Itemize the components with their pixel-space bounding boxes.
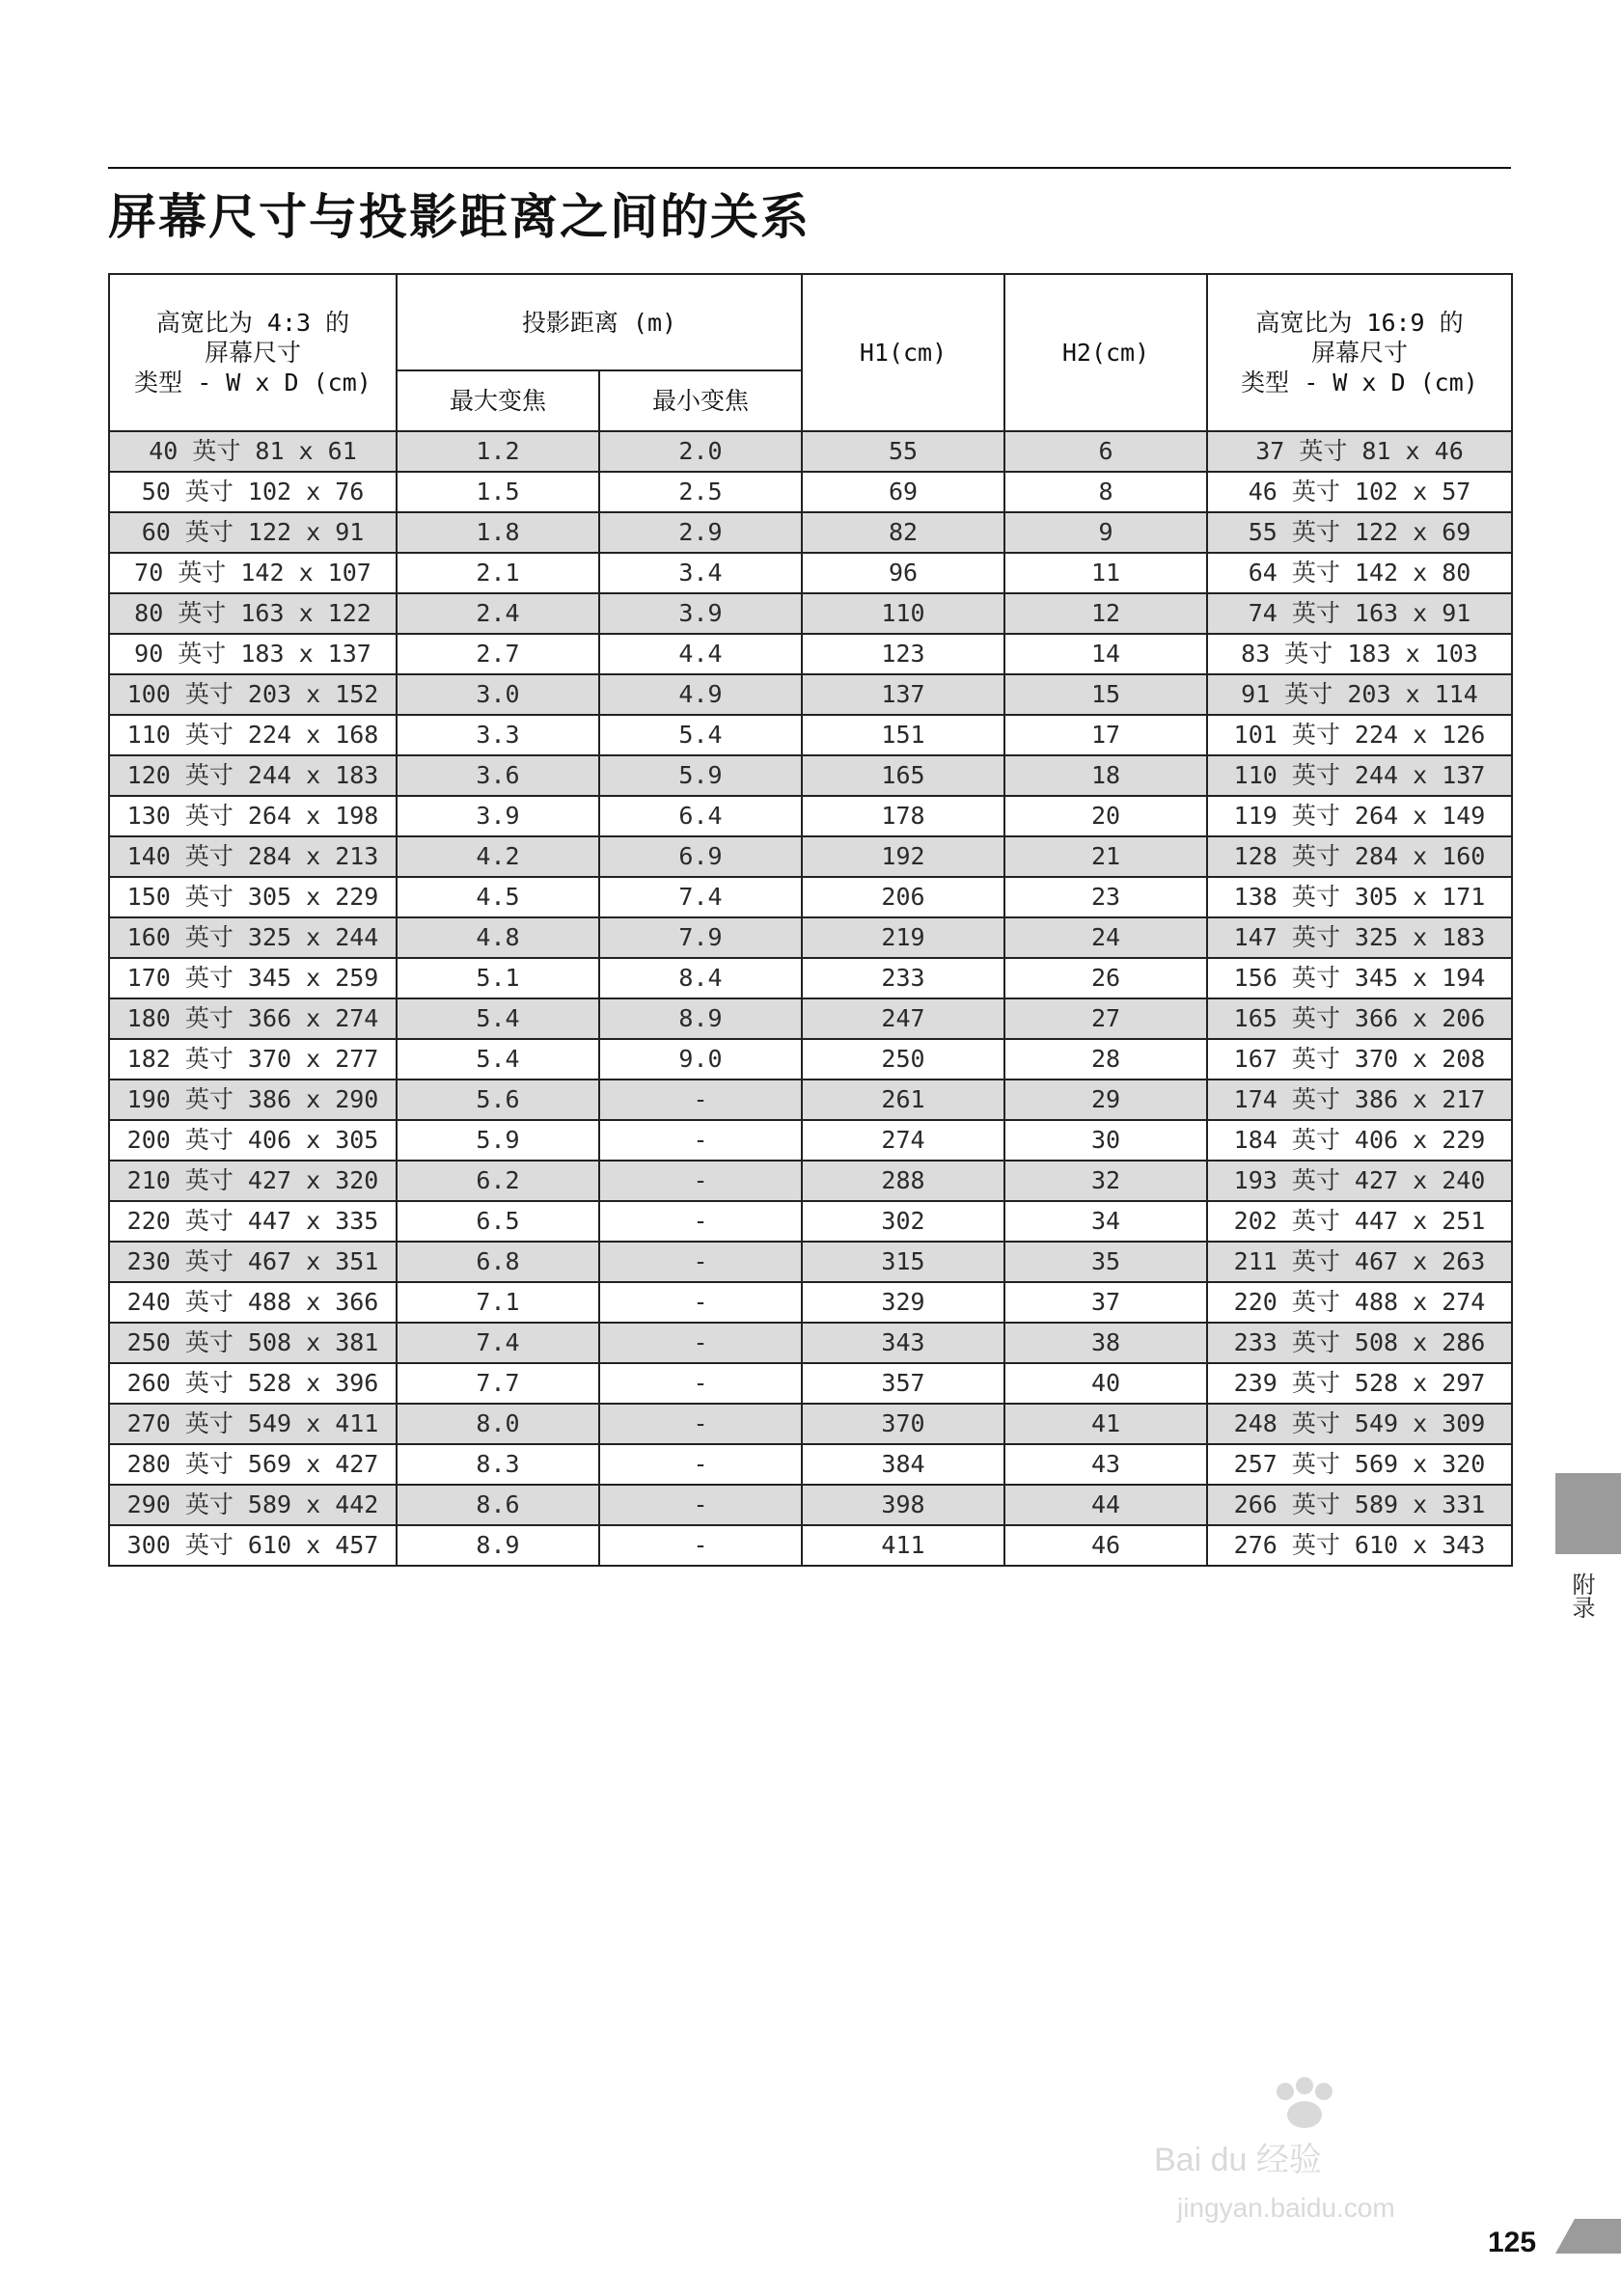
- cell-4-3-size: 120 英寸 244 x 183: [109, 755, 397, 796]
- cell-h1: 357: [802, 1363, 1004, 1404]
- header-text: 高宽比为 4:3 的: [155, 309, 350, 337]
- cell-min-zoom: -: [599, 1485, 802, 1525]
- cell-max-zoom: 5.4: [397, 1039, 599, 1080]
- cell-h1: 261: [802, 1080, 1004, 1120]
- cell-h2: 30: [1004, 1120, 1207, 1161]
- cell-4-3-size: 100 英寸 203 x 152: [109, 674, 397, 715]
- table-row: [109, 512, 1512, 553]
- cell-min-zoom: 4.4: [599, 634, 802, 674]
- cell-min-zoom: -: [599, 1404, 802, 1444]
- cell-h1: 178: [802, 796, 1004, 836]
- cell-4-3-size: 80 英寸 163 x 122: [109, 593, 397, 634]
- cell-h2: 40: [1004, 1363, 1207, 1404]
- header-text: 屏幕尺寸: [1310, 339, 1408, 367]
- cell-16-9-size: 184 英寸 406 x 229: [1207, 1120, 1512, 1161]
- cell-max-zoom: 3.0: [397, 674, 599, 715]
- cell-4-3-size: 240 英寸 488 x 366: [109, 1282, 397, 1323]
- cell-min-zoom: 8.9: [599, 998, 802, 1039]
- cell-4-3-size: 270 英寸 549 x 411: [109, 1404, 397, 1444]
- cell-min-zoom: 8.4: [599, 958, 802, 998]
- table-row: [109, 1323, 1512, 1363]
- cell-4-3-size: 70 英寸 142 x 107: [109, 553, 397, 593]
- cell-max-zoom: 6.8: [397, 1242, 599, 1282]
- cell-h1: 69: [802, 472, 1004, 512]
- cell-min-zoom: -: [599, 1242, 802, 1282]
- cell-h1: 96: [802, 553, 1004, 593]
- cell-max-zoom: 6.5: [397, 1201, 599, 1242]
- cell-max-zoom: 1.8: [397, 512, 599, 553]
- table-row: [109, 755, 1512, 796]
- cell-16-9-size: 83 英寸 183 x 103: [1207, 634, 1512, 674]
- cell-h2: 15: [1004, 674, 1207, 715]
- header-h1: H1(cm): [802, 274, 1004, 431]
- cell-16-9-size: 74 英寸 163 x 91: [1207, 593, 1512, 634]
- cell-h2: 41: [1004, 1404, 1207, 1444]
- cell-max-zoom: 3.3: [397, 715, 599, 755]
- header-4-3-screen-size: [109, 274, 397, 431]
- cell-4-3-size: 150 英寸 305 x 229: [109, 877, 397, 917]
- table-body: [109, 431, 1512, 1566]
- cell-16-9-size: 239 英寸 528 x 297: [1207, 1363, 1512, 1404]
- cell-max-zoom: 7.4: [397, 1323, 599, 1363]
- cell-max-zoom: 6.2: [397, 1161, 599, 1201]
- watermark-url: jingyan.baidu.com: [1177, 2193, 1395, 2223]
- cell-max-zoom: 8.0: [397, 1404, 599, 1444]
- cell-max-zoom: 2.1: [397, 553, 599, 593]
- cell-min-zoom: 2.0: [599, 431, 802, 472]
- cell-min-zoom: 3.4: [599, 553, 802, 593]
- table-row: [109, 1363, 1512, 1404]
- cell-h2: 32: [1004, 1161, 1207, 1201]
- header-text: 类型 - W x D (cm): [134, 369, 371, 396]
- table-row: [109, 1485, 1512, 1525]
- page-title: 屏幕尺寸与投影距离之间的关系: [108, 189, 810, 245]
- cell-h2: 12: [1004, 593, 1207, 634]
- paw-icon: [1277, 2077, 1333, 2128]
- cell-16-9-size: 37 英寸 81 x 46: [1207, 431, 1512, 472]
- cell-max-zoom: 5.9: [397, 1120, 599, 1161]
- cell-h2: 37: [1004, 1282, 1207, 1323]
- header-text: 高宽比为 16:9 的: [1255, 309, 1464, 337]
- table-row: [109, 1282, 1512, 1323]
- cell-h2: 20: [1004, 796, 1207, 836]
- cell-4-3-size: 180 英寸 366 x 274: [109, 998, 397, 1039]
- cell-h1: 384: [802, 1444, 1004, 1485]
- cell-h1: 250: [802, 1039, 1004, 1080]
- cell-min-zoom: -: [599, 1525, 802, 1566]
- cell-max-zoom: 7.1: [397, 1282, 599, 1323]
- cell-min-zoom: 4.9: [599, 674, 802, 715]
- cell-max-zoom: 8.3: [397, 1444, 599, 1485]
- table-row: [109, 1444, 1512, 1485]
- cell-16-9-size: 156 英寸 345 x 194: [1207, 958, 1512, 998]
- cell-4-3-size: 230 英寸 467 x 351: [109, 1242, 397, 1282]
- cell-h1: 110: [802, 593, 1004, 634]
- header-text: 类型 - W x D (cm): [1241, 369, 1478, 396]
- cell-h1: 192: [802, 836, 1004, 877]
- cell-h2: 14: [1004, 634, 1207, 674]
- cell-16-9-size: 46 英寸 102 x 57: [1207, 472, 1512, 512]
- cell-4-3-size: 140 英寸 284 x 213: [109, 836, 397, 877]
- cell-h2: 11: [1004, 553, 1207, 593]
- cell-16-9-size: 128 英寸 284 x 160: [1207, 836, 1512, 877]
- table-row: [109, 1525, 1512, 1566]
- cell-4-3-size: 40 英寸 81 x 61: [109, 431, 397, 472]
- top-divider: [108, 167, 1511, 169]
- cell-min-zoom: -: [599, 1161, 802, 1201]
- table-row: [109, 472, 1512, 512]
- cell-h2: 38: [1004, 1323, 1207, 1363]
- header-max-zoom: 最大变焦: [397, 370, 599, 431]
- cell-min-zoom: -: [599, 1080, 802, 1120]
- table-row: [109, 1404, 1512, 1444]
- cell-h1: 151: [802, 715, 1004, 755]
- cell-h1: 343: [802, 1323, 1004, 1363]
- table-row: [109, 998, 1512, 1039]
- cell-4-3-size: 290 英寸 589 x 442: [109, 1485, 397, 1525]
- table-row: [109, 836, 1512, 877]
- cell-16-9-size: 276 英寸 610 x 343: [1207, 1525, 1512, 1566]
- cell-h2: 29: [1004, 1080, 1207, 1120]
- cell-h1: 247: [802, 998, 1004, 1039]
- cell-4-3-size: 60 英寸 122 x 91: [109, 512, 397, 553]
- table-row: [109, 1161, 1512, 1201]
- cell-4-3-size: 160 英寸 325 x 244: [109, 917, 397, 958]
- cell-min-zoom: 2.5: [599, 472, 802, 512]
- cell-min-zoom: 9.0: [599, 1039, 802, 1080]
- cell-h1: 329: [802, 1282, 1004, 1323]
- cell-h1: 165: [802, 755, 1004, 796]
- table-row: [109, 958, 1512, 998]
- cell-max-zoom: 3.9: [397, 796, 599, 836]
- cell-min-zoom: -: [599, 1363, 802, 1404]
- cell-h2: 21: [1004, 836, 1207, 877]
- cell-h2: 6: [1004, 431, 1207, 472]
- cell-4-3-size: 210 英寸 427 x 320: [109, 1161, 397, 1201]
- cell-max-zoom: 1.2: [397, 431, 599, 472]
- cell-min-zoom: 3.9: [599, 593, 802, 634]
- cell-h1: 82: [802, 512, 1004, 553]
- table-row: [109, 674, 1512, 715]
- cell-16-9-size: 138 英寸 305 x 171: [1207, 877, 1512, 917]
- cell-max-zoom: 2.4: [397, 593, 599, 634]
- cell-16-9-size: 64 英寸 142 x 80: [1207, 553, 1512, 593]
- cell-h2: 8: [1004, 472, 1207, 512]
- header-projection-distance: 投影距离 (m): [397, 274, 802, 370]
- watermark-brand: Bai du 经验: [1154, 2142, 1322, 2178]
- cell-16-9-size: 211 英寸 467 x 263: [1207, 1242, 1512, 1282]
- cell-max-zoom: 4.5: [397, 877, 599, 917]
- cell-4-3-size: 90 英寸 183 x 137: [109, 634, 397, 674]
- table-row: [109, 593, 1512, 634]
- cell-min-zoom: 7.4: [599, 877, 802, 917]
- cell-min-zoom: -: [599, 1282, 802, 1323]
- cell-min-zoom: 5.9: [599, 755, 802, 796]
- page-corner-mark: [1555, 2219, 1621, 2254]
- cell-h2: 17: [1004, 715, 1207, 755]
- cell-16-9-size: 248 英寸 549 x 309: [1207, 1404, 1512, 1444]
- cell-16-9-size: 165 英寸 366 x 206: [1207, 998, 1512, 1039]
- header-16-9-screen-size: [1207, 274, 1512, 431]
- cell-h2: 24: [1004, 917, 1207, 958]
- page-number: 125: [1488, 2227, 1537, 2258]
- screen-size-distance-table: [108, 273, 1513, 1567]
- header-min-zoom: 最小变焦: [599, 370, 802, 431]
- cell-4-3-size: 300 英寸 610 x 457: [109, 1525, 397, 1566]
- cell-h1: 123: [802, 634, 1004, 674]
- table-row: [109, 1242, 1512, 1282]
- table-row: [109, 877, 1512, 917]
- cell-min-zoom: -: [599, 1120, 802, 1161]
- cell-h1: 274: [802, 1120, 1004, 1161]
- cell-h2: 9: [1004, 512, 1207, 553]
- cell-16-9-size: 167 英寸 370 x 208: [1207, 1039, 1512, 1080]
- table-row: [109, 1080, 1512, 1120]
- cell-h2: 44: [1004, 1485, 1207, 1525]
- cell-16-9-size: 110 英寸 244 x 137: [1207, 755, 1512, 796]
- table-row: [109, 796, 1512, 836]
- cell-h1: 55: [802, 431, 1004, 472]
- cell-4-3-size: 260 英寸 528 x 396: [109, 1363, 397, 1404]
- section-tab: [1555, 1473, 1621, 1554]
- cell-h2: 34: [1004, 1201, 1207, 1242]
- cell-h2: 46: [1004, 1525, 1207, 1566]
- cell-h2: 35: [1004, 1242, 1207, 1282]
- cell-h1: 233: [802, 958, 1004, 998]
- cell-h2: 27: [1004, 998, 1207, 1039]
- cell-4-3-size: 190 英寸 386 x 290: [109, 1080, 397, 1120]
- cell-max-zoom: 1.5: [397, 472, 599, 512]
- cell-h1: 411: [802, 1525, 1004, 1566]
- cell-16-9-size: 55 英寸 122 x 69: [1207, 512, 1512, 553]
- cell-16-9-size: 220 英寸 488 x 274: [1207, 1282, 1512, 1323]
- cell-16-9-size: 233 英寸 508 x 286: [1207, 1323, 1512, 1363]
- cell-h1: 288: [802, 1161, 1004, 1201]
- cell-h1: 370: [802, 1404, 1004, 1444]
- cell-16-9-size: 193 英寸 427 x 240: [1207, 1161, 1512, 1201]
- cell-16-9-size: 147 英寸 325 x 183: [1207, 917, 1512, 958]
- watermark: [1148, 2074, 1467, 2228]
- cell-16-9-size: 266 英寸 589 x 331: [1207, 1485, 1512, 1525]
- cell-16-9-size: 119 英寸 264 x 149: [1207, 796, 1512, 836]
- cell-16-9-size: 174 英寸 386 x 217: [1207, 1080, 1512, 1120]
- table-row: [109, 553, 1512, 593]
- cell-h2: 28: [1004, 1039, 1207, 1080]
- cell-max-zoom: 2.7: [397, 634, 599, 674]
- cell-min-zoom: 7.9: [599, 917, 802, 958]
- cell-h2: 43: [1004, 1444, 1207, 1485]
- cell-16-9-size: 257 英寸 569 x 320: [1207, 1444, 1512, 1485]
- cell-max-zoom: 5.6: [397, 1080, 599, 1120]
- cell-min-zoom: 6.9: [599, 836, 802, 877]
- cell-min-zoom: 5.4: [599, 715, 802, 755]
- cell-16-9-size: 101 英寸 224 x 126: [1207, 715, 1512, 755]
- cell-max-zoom: 5.4: [397, 998, 599, 1039]
- cell-16-9-size: 202 英寸 447 x 251: [1207, 1201, 1512, 1242]
- cell-max-zoom: 5.1: [397, 958, 599, 998]
- cell-4-3-size: 170 英寸 345 x 259: [109, 958, 397, 998]
- header-text: 屏幕尺寸: [204, 339, 301, 367]
- header-h2: H2(cm): [1004, 274, 1207, 431]
- cell-h1: 315: [802, 1242, 1004, 1282]
- cell-max-zoom: 8.6: [397, 1485, 599, 1525]
- cell-min-zoom: -: [599, 1201, 802, 1242]
- cell-max-zoom: 4.8: [397, 917, 599, 958]
- cell-4-3-size: 220 英寸 447 x 335: [109, 1201, 397, 1242]
- table-row: [109, 715, 1512, 755]
- cell-max-zoom: 4.2: [397, 836, 599, 877]
- cell-4-3-size: 130 英寸 264 x 198: [109, 796, 397, 836]
- cell-h2: 23: [1004, 877, 1207, 917]
- table-row: [109, 1201, 1512, 1242]
- cell-max-zoom: 3.6: [397, 755, 599, 796]
- cell-max-zoom: 8.9: [397, 1525, 599, 1566]
- cell-min-zoom: -: [599, 1444, 802, 1485]
- section-label: 附录: [1568, 1572, 1595, 1619]
- cell-h2: 26: [1004, 958, 1207, 998]
- cell-h1: 219: [802, 917, 1004, 958]
- table-row: [109, 1039, 1512, 1080]
- cell-4-3-size: 280 英寸 569 x 427: [109, 1444, 397, 1485]
- cell-h1: 206: [802, 877, 1004, 917]
- table-row: [109, 431, 1512, 472]
- table-row: [109, 917, 1512, 958]
- cell-max-zoom: 7.7: [397, 1363, 599, 1404]
- cell-4-3-size: 50 英寸 102 x 76: [109, 472, 397, 512]
- cell-4-3-size: 200 英寸 406 x 305: [109, 1120, 397, 1161]
- cell-min-zoom: -: [599, 1323, 802, 1363]
- cell-h2: 18: [1004, 755, 1207, 796]
- cell-h1: 398: [802, 1485, 1004, 1525]
- table-row: [109, 1120, 1512, 1161]
- cell-h1: 137: [802, 674, 1004, 715]
- cell-4-3-size: 250 英寸 508 x 381: [109, 1323, 397, 1363]
- table-row: [109, 634, 1512, 674]
- cell-4-3-size: 110 英寸 224 x 168: [109, 715, 397, 755]
- cell-4-3-size: 182 英寸 370 x 277: [109, 1039, 397, 1080]
- cell-16-9-size: 91 英寸 203 x 114: [1207, 674, 1512, 715]
- cell-min-zoom: 2.9: [599, 512, 802, 553]
- cell-min-zoom: 6.4: [599, 796, 802, 836]
- cell-h1: 302: [802, 1201, 1004, 1242]
